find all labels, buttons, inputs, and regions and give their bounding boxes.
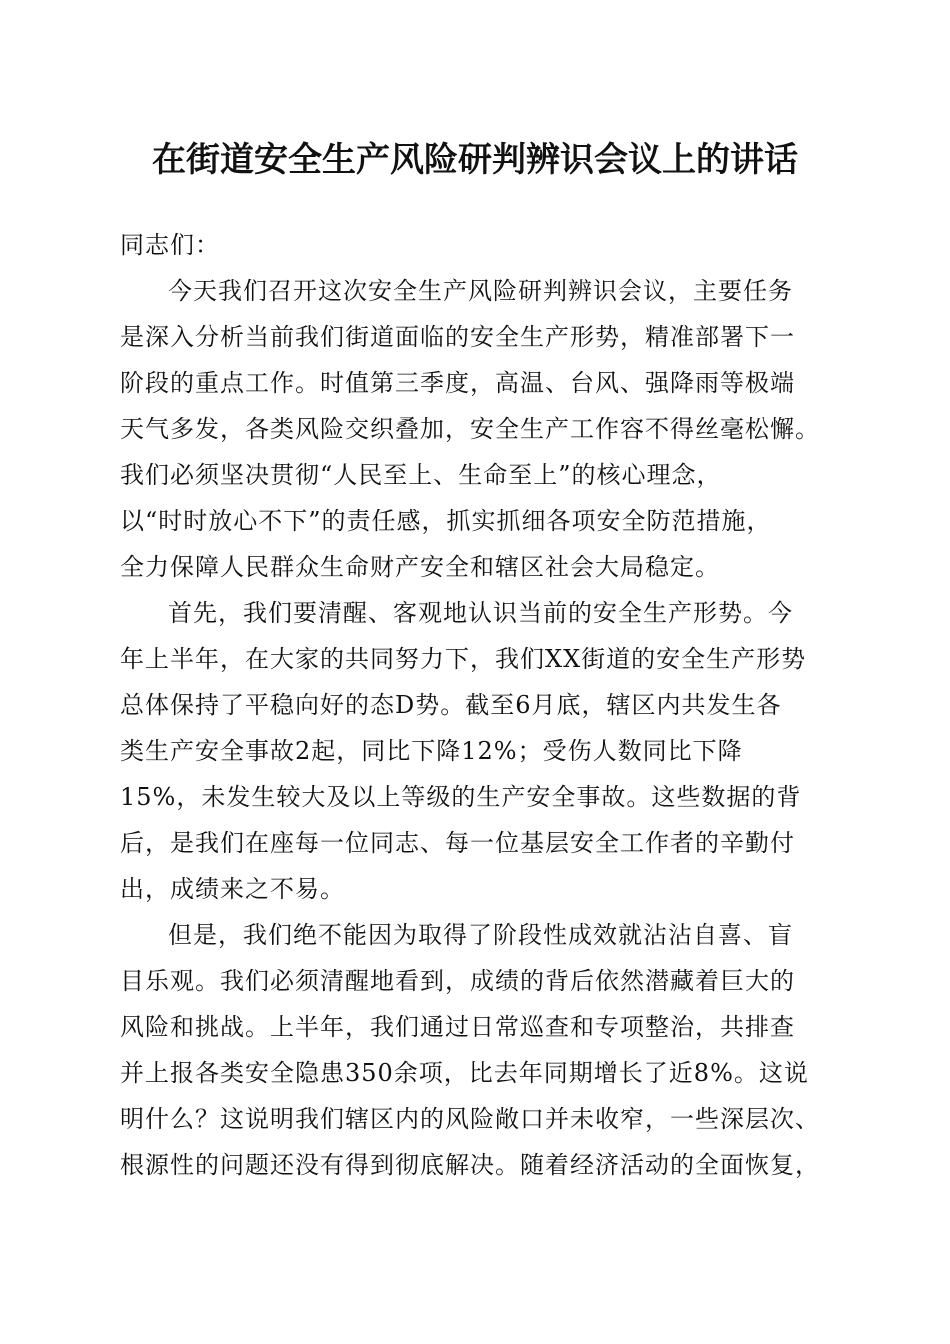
document-title: 在街道安全生产风险研判辨识会议上的讲话 [152, 140, 798, 180]
paragraph-line: 是深入分析当前我们街道面临的安全生产形势，精准部署下一 [120, 323, 795, 351]
paragraph-line: 以“时时放心不下”的责任感，抓实抓细各项安全防范措施， [120, 507, 772, 535]
paragraph-3 [120, 912, 840, 1188]
paragraph-line: 风险和挑战。上半年，我们通过日常巡查和专项整治，共排查 [120, 1013, 795, 1041]
paragraph-line: 明什么？这说明我们辖区内的风险敞口并未收窄，一些深层次、 [120, 1105, 820, 1133]
paragraph-line: 全力保障人民群众生命财产安全和辖区社会大局稳定。 [120, 553, 720, 581]
paragraph-line: 15%，未发生较大及以上等级的生产安全事故。这些数据的背 [120, 783, 802, 811]
paragraph-1 [120, 268, 840, 590]
paragraph-line: 年上半年，在大家的共同努力下，我们XX街道的安全生产形势 [120, 645, 807, 673]
paragraph-line: 出，成绩来之不易。 [120, 875, 345, 903]
document-body [120, 222, 840, 1188]
salutation-line: 同志们： [120, 231, 220, 259]
paragraph-line: 总体保持了平稳向好的态D势。截至6月底，辖区内共发生各 [120, 691, 782, 719]
paragraph-line: 今天我们召开这次安全生产风险研判辨识会议，主要任务 [168, 277, 793, 305]
paragraph-line: 天气多发，各类风险交织叠加，安全生产工作容不得丝毫松懈。 [120, 415, 820, 443]
paragraph-line: 类生产安全事故2起，同比下降12%；受伤人数同比下降 [120, 737, 743, 765]
paragraph-line: 我们必须坚决贯彻“人民至上、生命至上”的核心理念， [120, 461, 722, 489]
paragraph-2 [120, 590, 840, 912]
paragraph-line: 并上报各类安全隐患350余项，比去年同期增长了近8%。这说 [120, 1059, 809, 1087]
paragraph-line: 后，是我们在座每一位同志、每一位基层安全工作者的辛勤付 [120, 829, 795, 857]
paragraph-line: 目乐观。我们必须清醒地看到，成绩的背后依然潜藏着巨大的 [120, 967, 795, 995]
salutation [120, 222, 840, 268]
paragraph-line: 阶段的重点工作。时值第三季度，高温、台风、强降雨等极端 [120, 369, 795, 397]
paragraph-line: 根源性的问题还没有得到彻底解决。随着经济活动的全面恢复， [120, 1151, 820, 1179]
paragraph-line: 但是，我们绝不能因为取得了阶段性成效就沾沾自喜、盲 [168, 921, 793, 949]
paragraph-line: 首先，我们要清醒、客观地认识当前的安全生产形势。今 [168, 599, 793, 627]
